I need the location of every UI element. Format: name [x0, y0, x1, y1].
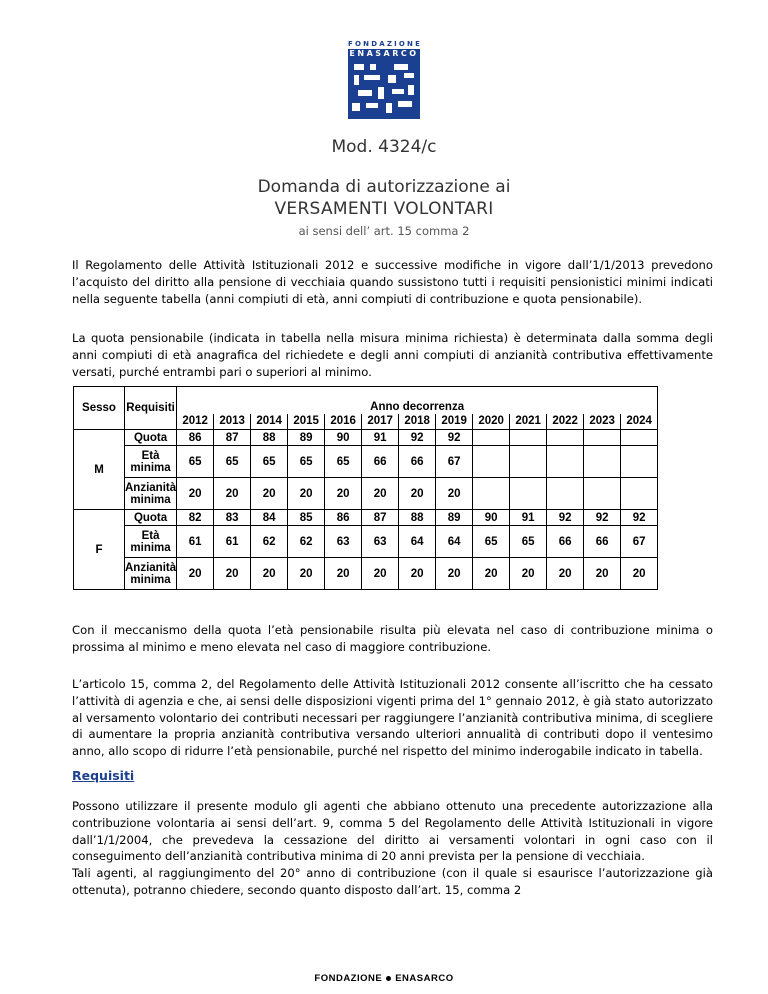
value-cell: 20 [177, 558, 214, 590]
value-cell: 84 [251, 510, 288, 526]
value-cell: 87 [362, 510, 399, 526]
value-cell: 20 [584, 558, 621, 590]
value-cell: 20 [214, 478, 251, 510]
year-cell: 2013 [214, 414, 251, 430]
value-cell: 61 [177, 526, 214, 558]
value-cell: 91 [510, 510, 547, 526]
logo-text-band: ENASARCO [349, 49, 419, 58]
value-cell: 89 [288, 430, 325, 446]
header-anno-decorrenza: Anno decorrenza [177, 387, 658, 414]
value-cell: 66 [362, 446, 399, 478]
value-cell: 66 [584, 526, 621, 558]
table-row [74, 478, 658, 510]
value-cell: 62 [288, 526, 325, 558]
value-cell: 66 [399, 446, 436, 478]
requirements-text [72, 798, 713, 899]
value-cell: 63 [362, 526, 399, 558]
requirement-label: Età minima [125, 446, 177, 478]
value-cell [621, 478, 658, 510]
agents-paragraph: Tali agenti, al raggiungimento del 20° anno di contribuzione (con il quale si esaurisce l’autorizzazione già ottenuta), potranno chiedere, secondo quanto disposto dall’art. 15, comma 2 [72, 866, 713, 897]
value-cell: 65 [288, 446, 325, 478]
value-cell: 88 [251, 430, 288, 446]
value-cell: 86 [177, 430, 214, 446]
value-cell: 65 [177, 446, 214, 478]
year-cell: 2018 [399, 414, 436, 430]
table-row [74, 446, 658, 478]
value-cell: 20 [362, 558, 399, 590]
footer-text-left: FONDAZIONE [314, 973, 383, 984]
value-cell: 64 [436, 526, 473, 558]
value-cell: 20 [436, 478, 473, 510]
value-cell: 20 [325, 478, 362, 510]
value-cell: 91 [362, 430, 399, 446]
sex-cell: M [74, 430, 125, 510]
value-cell: 65 [473, 526, 510, 558]
year-cell: 2016 [325, 414, 362, 430]
value-cell [510, 446, 547, 478]
value-cell: 92 [584, 510, 621, 526]
year-cell: 2021 [510, 414, 547, 430]
value-cell: 20 [399, 478, 436, 510]
requirement-label: Quota [125, 430, 177, 446]
mechanism-paragraph: Con il meccanismo della quota l’età pensionabile risulta più elevata nel caso di contribuzione minima o prossima al minimo e meno elevata nel caso di maggiore contribuzione. [72, 623, 713, 654]
requirement-label: Anzianità minima [125, 558, 177, 590]
value-cell: 67 [436, 446, 473, 478]
value-cell: 67 [621, 526, 658, 558]
page-title-line2: VERSAMENTI VOLONTARI [274, 199, 494, 219]
value-cell [584, 478, 621, 510]
value-cell [473, 430, 510, 446]
value-cell: 20 [399, 558, 436, 590]
value-cell: 65 [325, 446, 362, 478]
page-subtitle: ai sensi dell’ art. 15 comma 2 [298, 224, 470, 238]
value-cell: 20 [251, 558, 288, 590]
value-cell: 85 [288, 510, 325, 526]
value-cell: 90 [473, 510, 510, 526]
page-title-line1: Domanda di autorizzazione ai [257, 177, 511, 197]
value-cell: 61 [214, 526, 251, 558]
intro-paragraph: Il Regolamento delle Attività Istituzionali 2012 e successive modifiche in vigore dall’1/1/2013 prevedono l’acquisto del diritto alla pensione di vecchiaia quando sussistono tutti i requisiti pensionistici minimi indicati nella seguente tabella (anni compiuti di età, anni compiuti di contribuzione e quota pensionabile). [72, 258, 713, 306]
year-cell: 2014 [251, 414, 288, 430]
value-cell: 88 [399, 510, 436, 526]
value-cell [510, 478, 547, 510]
value-cell [510, 430, 547, 446]
requirement-label: Anzianità minima [125, 478, 177, 510]
value-cell: 20 [214, 558, 251, 590]
value-cell: 87 [214, 430, 251, 446]
header-sesso: Sesso [74, 387, 125, 430]
article-paragraph: L’articolo 15, comma 2, del Regolamento delle Attività Istituzionali 2012 consente all’iscritto che ha cessato l’attività di agenzia e che, ai sensi delle disposizioni vigenti prima del 1° gennaio 2012, è già stato autorizzato al versamento volontario dei contributi necessari per raggiungere l’anzianità contributiva minima, di scegliere di aumentare la propria anzianità contributiva versando ulteriori annualità di contributi dopo il ventesimo anno, allo scopo di ridurre l’età pensionabile, purché nel rispetto del minimo inderogabile indicato in tabella. [72, 677, 713, 759]
value-cell: 66 [547, 526, 584, 558]
value-cell: 82 [177, 510, 214, 526]
value-cell: 20 [325, 558, 362, 590]
enasarco-logo [348, 40, 423, 120]
year-cell: 2019 [436, 414, 473, 430]
requirement-label: Quota [125, 510, 177, 526]
value-cell [584, 446, 621, 478]
table-row [74, 430, 658, 446]
form-code: Mod. 4324/c [331, 137, 437, 157]
year-cell: 2023 [584, 414, 621, 430]
value-cell: 90 [325, 430, 362, 446]
year-cell: 2015 [288, 414, 325, 430]
footer-text-right: ENASARCO [395, 973, 454, 984]
value-cell: 89 [436, 510, 473, 526]
value-cell [621, 446, 658, 478]
year-cell: 2020 [473, 414, 510, 430]
table-row [74, 558, 658, 590]
logo-text-top: FONDAZIONE [348, 40, 423, 48]
value-cell: 86 [325, 510, 362, 526]
requirements-paragraph: Possono utilizzare il presente modulo gli agenti che abbiano ottenuto una precedente autorizzazione alla contribuzione volontaria ai sensi dell’art. 9, comma 5 del Regolamento delle Attività Istituzionali in vigore dall’1/1/2004, che prevedeva la cessazione del diritto ai versamenti volontari in ogni caso con il conseguimento dell’anzianità contributiva minima di 20 anni prevista per la pensione di vecchiaia. [72, 799, 713, 864]
page-footer [0, 973, 768, 984]
table-row [74, 526, 658, 558]
value-cell: 62 [251, 526, 288, 558]
value-cell: 83 [214, 510, 251, 526]
value-cell: 20 [288, 558, 325, 590]
value-cell: 20 [510, 558, 547, 590]
value-cell: 64 [399, 526, 436, 558]
value-cell: 20 [473, 558, 510, 590]
value-cell [473, 446, 510, 478]
value-cell: 63 [325, 526, 362, 558]
value-cell [547, 430, 584, 446]
value-cell: 20 [177, 478, 214, 510]
value-cell: 20 [362, 478, 399, 510]
value-cell: 65 [510, 526, 547, 558]
year-cell: 2017 [362, 414, 399, 430]
year-cell: 2022 [547, 414, 584, 430]
value-cell [547, 478, 584, 510]
section-heading-requisiti: Requisiti [72, 768, 135, 783]
value-cell: 92 [621, 510, 658, 526]
value-cell [473, 478, 510, 510]
value-cell: 20 [251, 478, 288, 510]
value-cell: 65 [251, 446, 288, 478]
header-requisiti: Requisiti [125, 387, 177, 430]
value-cell: 65 [214, 446, 251, 478]
year-cell: 2024 [621, 414, 658, 430]
value-cell [621, 430, 658, 446]
value-cell: 20 [547, 558, 584, 590]
quota-paragraph: La quota pensionabile (indicata in tabella nella misura minima richiesta) è determinata dalla somma degli anni compiuti di età anagrafica del richiedete e degli anni compiuti di anzianità contributiva effettivamente versati, purché entrambi pari o superiori al minimo. [72, 331, 713, 379]
requirements-table [73, 386, 658, 590]
value-cell: 20 [436, 558, 473, 590]
requirement-label: Età minima [125, 526, 177, 558]
value-cell: 92 [399, 430, 436, 446]
value-cell: 92 [436, 430, 473, 446]
value-cell: 92 [547, 510, 584, 526]
value-cell: 20 [621, 558, 658, 590]
logo-mosaic-icon [348, 59, 420, 119]
value-cell [584, 430, 621, 446]
value-cell: 20 [288, 478, 325, 510]
value-cell [547, 446, 584, 478]
year-cell: 2012 [177, 414, 214, 430]
bullet-icon [386, 976, 391, 981]
sex-cell: F [74, 510, 125, 590]
table-row [74, 510, 658, 526]
